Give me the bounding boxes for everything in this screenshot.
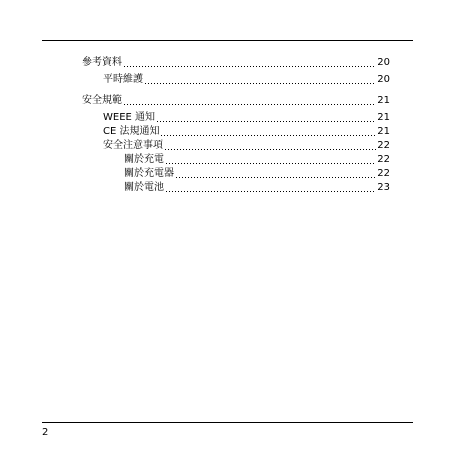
toc-entry-page: 23: [377, 182, 390, 193]
toc-leader-dots: [165, 182, 376, 194]
toc-entry-maintenance[interactable]: [103, 74, 390, 86]
toc-entry-page: 21: [377, 112, 390, 123]
toc-entry-page: 20: [377, 57, 390, 68]
toc-entry-title: 關於電池: [124, 182, 164, 193]
toc-entry-safety-precautions[interactable]: [103, 140, 390, 152]
toc-entry-title: 關於充電器: [124, 168, 174, 179]
toc-leader-dots: [123, 57, 376, 69]
toc-entry-title: 關於充電: [124, 154, 164, 165]
toc-leader-dots: [164, 140, 376, 152]
toc-leader-dots: [144, 74, 376, 86]
toc-entry-title: 參考資料: [82, 57, 122, 68]
toc-entry-page: 21: [377, 95, 390, 106]
toc-entry-title: 安全注意事項: [103, 140, 163, 151]
toc-entry-title: 平時維護: [103, 74, 143, 85]
toc-entry-page: 21: [377, 126, 390, 137]
header-rule: [42, 40, 413, 41]
toc-entry-weee[interactable]: [103, 112, 390, 124]
toc-entry-page: 22: [377, 168, 390, 179]
toc-entry-page: 20: [377, 74, 390, 85]
toc-leader-dots: [123, 95, 376, 107]
toc-entry-title: WEEE 通知: [103, 112, 156, 123]
toc-entry-safety-regulations[interactable]: [82, 95, 390, 107]
toc-leader-dots: [160, 126, 376, 138]
toc-entry-about-battery[interactable]: [124, 182, 390, 194]
toc-entry-about-charger[interactable]: [124, 168, 390, 180]
toc-entry-page: 22: [377, 154, 390, 165]
toc-entry-ce-notice[interactable]: [103, 126, 390, 138]
toc-entry-reference[interactable]: [82, 57, 390, 69]
toc-entry-title: 安全規範: [82, 95, 122, 106]
toc-leader-dots: [165, 154, 376, 166]
toc-leader-dots: [156, 112, 376, 124]
toc-entry-page: 22: [377, 140, 390, 151]
page-number: 2: [42, 427, 49, 438]
toc-leader-dots: [175, 168, 376, 180]
footer-rule: [42, 422, 413, 423]
toc-entry-title: CE 法規通知: [103, 126, 160, 137]
toc-entry-about-charging[interactable]: [124, 154, 390, 166]
